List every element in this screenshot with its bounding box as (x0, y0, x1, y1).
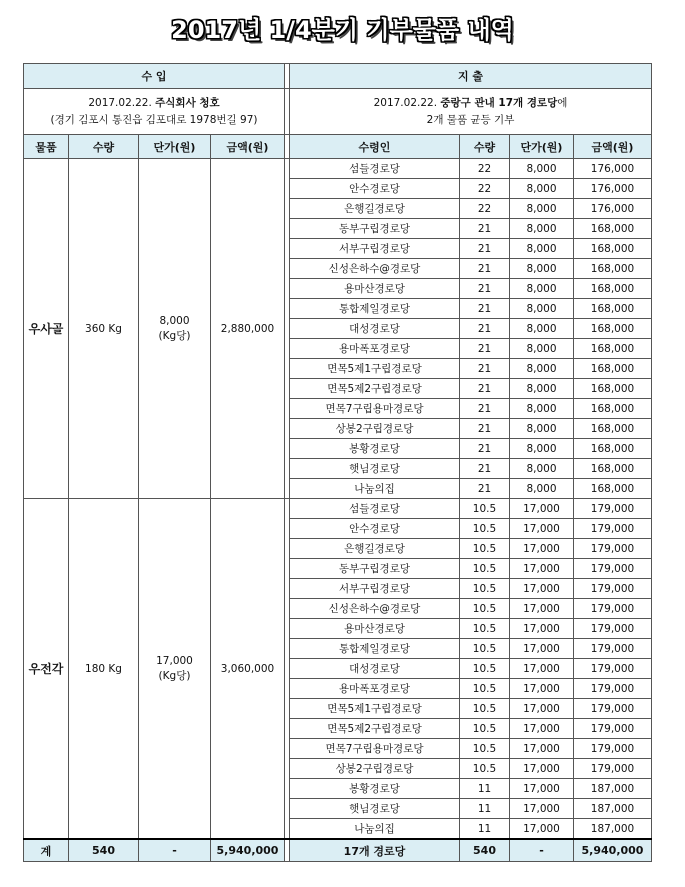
recipient-price: 8,000 (510, 479, 574, 499)
recipient-amount: 168,000 (574, 359, 652, 379)
item-unit-note: (Kg당) (158, 329, 191, 342)
recipient-amount: 187,000 (574, 799, 652, 819)
recipient-amount: 179,000 (574, 599, 652, 619)
recipient-qty: 10.5 (460, 739, 510, 759)
recipient-amount: 179,000 (574, 579, 652, 599)
recipient-name: 면목5제2구립경로당 (290, 719, 460, 739)
recipient-price: 17,000 (510, 579, 574, 599)
recipient-name: 은행길경로당 (290, 199, 460, 219)
recipient-price: 17,000 (510, 519, 574, 539)
recipient-name: 안수경로당 (290, 519, 460, 539)
item-unit-price: 17,000 (156, 654, 193, 667)
recipient-amount: 168,000 (574, 419, 652, 439)
item-unit-price-cell (139, 499, 211, 840)
recipient-price: 8,000 (510, 339, 574, 359)
item-unit-price: 8,000 (159, 314, 190, 327)
donor-address: (경기 김포시 통진읍 김포대로 1978번길 97) (50, 113, 258, 126)
item-unit-price-cell (139, 159, 211, 499)
recipient-qty: 10.5 (460, 539, 510, 559)
col-header-recipient: 수령인 (290, 135, 460, 159)
recipient-qty: 10.5 (460, 519, 510, 539)
recipient-price: 17,000 (510, 699, 574, 719)
recipient-amount: 179,000 (574, 739, 652, 759)
recipient-name: 면목5제2구립경로당 (290, 379, 460, 399)
recipient-amount: 168,000 (574, 479, 652, 499)
recipient-name: 상봉2구립경로당 (290, 759, 460, 779)
recipient-name: 나눔의집 (290, 479, 460, 499)
recipient-price: 17,000 (510, 539, 574, 559)
item-amount: 3,060,000 (211, 499, 285, 840)
donor-name: 주식회사 청호 (155, 96, 220, 109)
recipient-qty: 21 (460, 299, 510, 319)
recipient-qty: 10.5 (460, 659, 510, 679)
recipient-name: 햇님경로당 (290, 799, 460, 819)
expense-suffix: 에 (557, 96, 568, 109)
recipient-price: 17,000 (510, 759, 574, 779)
recipient-name: 봉황경로당 (290, 439, 460, 459)
recipient-name: 대성경로당 (290, 319, 460, 339)
recipient-name: 대성경로당 (290, 659, 460, 679)
recipient-price: 8,000 (510, 299, 574, 319)
recipient-name: 면목5제1구립경로당 (290, 699, 460, 719)
recipient-price: 8,000 (510, 179, 574, 199)
recipient-qty: 10.5 (460, 499, 510, 519)
recipient-amount: 179,000 (574, 719, 652, 739)
recipient-price: 8,000 (510, 219, 574, 239)
item-name: 우전각 (24, 499, 69, 840)
recipient-amount: 168,000 (574, 239, 652, 259)
recipient-amount: 168,000 (574, 339, 652, 359)
recipient-name: 신성은하수@경로당 (290, 599, 460, 619)
recipient-name: 안수경로당 (290, 179, 460, 199)
col-header-recipient-amount: 금액(원) (574, 135, 652, 159)
recipient-qty: 21 (460, 219, 510, 239)
recipient-qty: 10.5 (460, 699, 510, 719)
recipient-qty: 10.5 (460, 579, 510, 599)
recipient-qty: 21 (460, 259, 510, 279)
expense-section-header: 지 출 (290, 64, 652, 89)
recipient-amount: 168,000 (574, 279, 652, 299)
recipient-price: 8,000 (510, 419, 574, 439)
recipient-price: 17,000 (510, 639, 574, 659)
recipient-qty: 21 (460, 379, 510, 399)
recipient-price: 8,000 (510, 259, 574, 279)
donation-table (23, 63, 652, 862)
recipient-price: 8,000 (510, 379, 574, 399)
recipient-name: 은행길경로당 (290, 539, 460, 559)
recipient-qty: 10.5 (460, 619, 510, 639)
recipient-amount: 187,000 (574, 779, 652, 799)
recipient-qty: 21 (460, 459, 510, 479)
recipient-qty: 21 (460, 479, 510, 499)
recipient-qty: 10.5 (460, 719, 510, 739)
recipient-price: 8,000 (510, 459, 574, 479)
recipient-qty: 21 (460, 279, 510, 299)
recipient-amount: 168,000 (574, 259, 652, 279)
recipient-amount: 168,000 (574, 299, 652, 319)
item-unit-note: (Kg당) (158, 669, 191, 682)
recipient-amount: 176,000 (574, 179, 652, 199)
recipient-qty: 22 (460, 179, 510, 199)
recipient-price: 8,000 (510, 239, 574, 259)
col-header-amount: 금액(원) (211, 135, 285, 159)
recipient-amount: 168,000 (574, 219, 652, 239)
table-row (24, 499, 652, 519)
table-row (24, 159, 652, 179)
income-section-header: 수 입 (24, 64, 285, 89)
recipient-name: 상봉2구립경로당 (290, 419, 460, 439)
recipient-price: 8,000 (510, 279, 574, 299)
recipient-price: 17,000 (510, 819, 574, 840)
recipient-amount: 179,000 (574, 639, 652, 659)
recipient-qty: 22 (460, 159, 510, 179)
recipient-name: 서부구립경로당 (290, 239, 460, 259)
recipient-qty: 21 (460, 239, 510, 259)
recipient-price: 8,000 (510, 399, 574, 419)
recipient-name: 통합제일경로당 (290, 299, 460, 319)
recipient-name: 봉황경로당 (290, 779, 460, 799)
recipient-qty: 21 (460, 439, 510, 459)
col-header-item: 물품 (24, 135, 69, 159)
recipient-qty: 21 (460, 399, 510, 419)
recipient-amount: 179,000 (574, 699, 652, 719)
total-recipients-qty: 540 (460, 839, 510, 862)
recipient-amount: 176,000 (574, 159, 652, 179)
recipient-name: 용마산경로당 (290, 279, 460, 299)
recipient-amount: 179,000 (574, 559, 652, 579)
recipient-price: 8,000 (510, 199, 574, 219)
recipient-qty: 11 (460, 819, 510, 840)
item-qty: 180 Kg (69, 499, 139, 840)
recipient-price: 17,000 (510, 779, 574, 799)
recipient-qty: 21 (460, 359, 510, 379)
recipient-price: 17,000 (510, 619, 574, 639)
recipient-price: 17,000 (510, 799, 574, 819)
recipient-amount: 168,000 (574, 399, 652, 419)
recipient-price: 17,000 (510, 659, 574, 679)
recipient-qty: 22 (460, 199, 510, 219)
recipient-qty: 21 (460, 339, 510, 359)
recipient-qty: 10.5 (460, 639, 510, 659)
recipient-qty: 10.5 (460, 679, 510, 699)
item-amount: 2,880,000 (211, 159, 285, 499)
item-qty: 360 Kg (69, 159, 139, 499)
recipient-name: 면목5제1구립경로당 (290, 359, 460, 379)
recipient-amount: 168,000 (574, 319, 652, 339)
recipient-amount: 168,000 (574, 439, 652, 459)
total-qty: 540 (69, 839, 139, 862)
recipient-price: 17,000 (510, 739, 574, 759)
recipient-name: 햇님경로당 (290, 459, 460, 479)
recipient-amount: 176,000 (574, 199, 652, 219)
expense-info (290, 89, 652, 135)
recipient-amount: 179,000 (574, 619, 652, 639)
col-header-recipient-price: 단가(원) (510, 135, 574, 159)
item-name: 우사골 (24, 159, 69, 499)
recipient-price: 8,000 (510, 359, 574, 379)
expense-target: 중랑구 관내 17개 경로당 (440, 96, 558, 109)
recipient-amount: 187,000 (574, 819, 652, 840)
recipient-name: 서부구립경로당 (290, 579, 460, 599)
recipient-amount: 168,000 (574, 459, 652, 479)
recipient-price: 17,000 (510, 559, 574, 579)
recipient-name: 동부구립경로당 (290, 219, 460, 239)
recipient-amount: 179,000 (574, 659, 652, 679)
recipient-amount: 179,000 (574, 499, 652, 519)
col-header-unit-price: 단가(원) (139, 135, 211, 159)
total-amount: 5,940,000 (211, 839, 285, 862)
recipient-amount: 168,000 (574, 379, 652, 399)
recipient-name: 용마산경로당 (290, 619, 460, 639)
recipient-price: 17,000 (510, 719, 574, 739)
recipient-qty: 10.5 (460, 759, 510, 779)
recipient-name: 용마폭포경로당 (290, 679, 460, 699)
recipient-qty: 21 (460, 319, 510, 339)
income-date: 2017.02.22. (88, 96, 152, 109)
recipient-price: 17,000 (510, 599, 574, 619)
recipient-price: 8,000 (510, 319, 574, 339)
recipient-name: 섬들경로당 (290, 499, 460, 519)
expense-date: 2017.02.22. (373, 96, 438, 109)
recipient-name: 섬들경로당 (290, 159, 460, 179)
total-unit-price: - (139, 839, 211, 862)
recipient-price: 17,000 (510, 499, 574, 519)
expense-description: 2개 물품 균등 기부 (426, 113, 515, 126)
recipient-qty: 11 (460, 779, 510, 799)
recipient-name: 동부구립경로당 (290, 559, 460, 579)
total-row (24, 839, 652, 862)
recipient-name: 면목7구립용마경로당 (290, 739, 460, 759)
income-info (24, 89, 285, 135)
recipient-name: 나눔의집 (290, 819, 460, 840)
total-label: 계 (24, 839, 69, 862)
total-recipients-amount: 5,940,000 (574, 839, 652, 862)
total-recipients-label: 17개 경로당 (290, 839, 460, 862)
recipient-amount: 179,000 (574, 759, 652, 779)
page-title: 2017년 1/4분기 기부물품 내역 (171, 16, 514, 44)
col-header-qty: 수량 (69, 135, 139, 159)
recipient-name: 용마폭포경로당 (290, 339, 460, 359)
recipient-price: 17,000 (510, 679, 574, 699)
recipient-qty: 21 (460, 419, 510, 439)
total-recipients-price: - (510, 839, 574, 862)
recipient-amount: 179,000 (574, 519, 652, 539)
recipient-price: 8,000 (510, 439, 574, 459)
col-header-recipient-qty: 수량 (460, 135, 510, 159)
recipient-price: 8,000 (510, 159, 574, 179)
recipient-qty: 10.5 (460, 599, 510, 619)
recipient-name: 면목7구립용마경로당 (290, 399, 460, 419)
recipient-qty: 10.5 (460, 559, 510, 579)
recipient-name: 통합제일경로당 (290, 639, 460, 659)
recipient-name: 신성은하수@경로당 (290, 259, 460, 279)
recipient-amount: 179,000 (574, 679, 652, 699)
recipient-qty: 11 (460, 799, 510, 819)
recipient-amount: 179,000 (574, 539, 652, 559)
